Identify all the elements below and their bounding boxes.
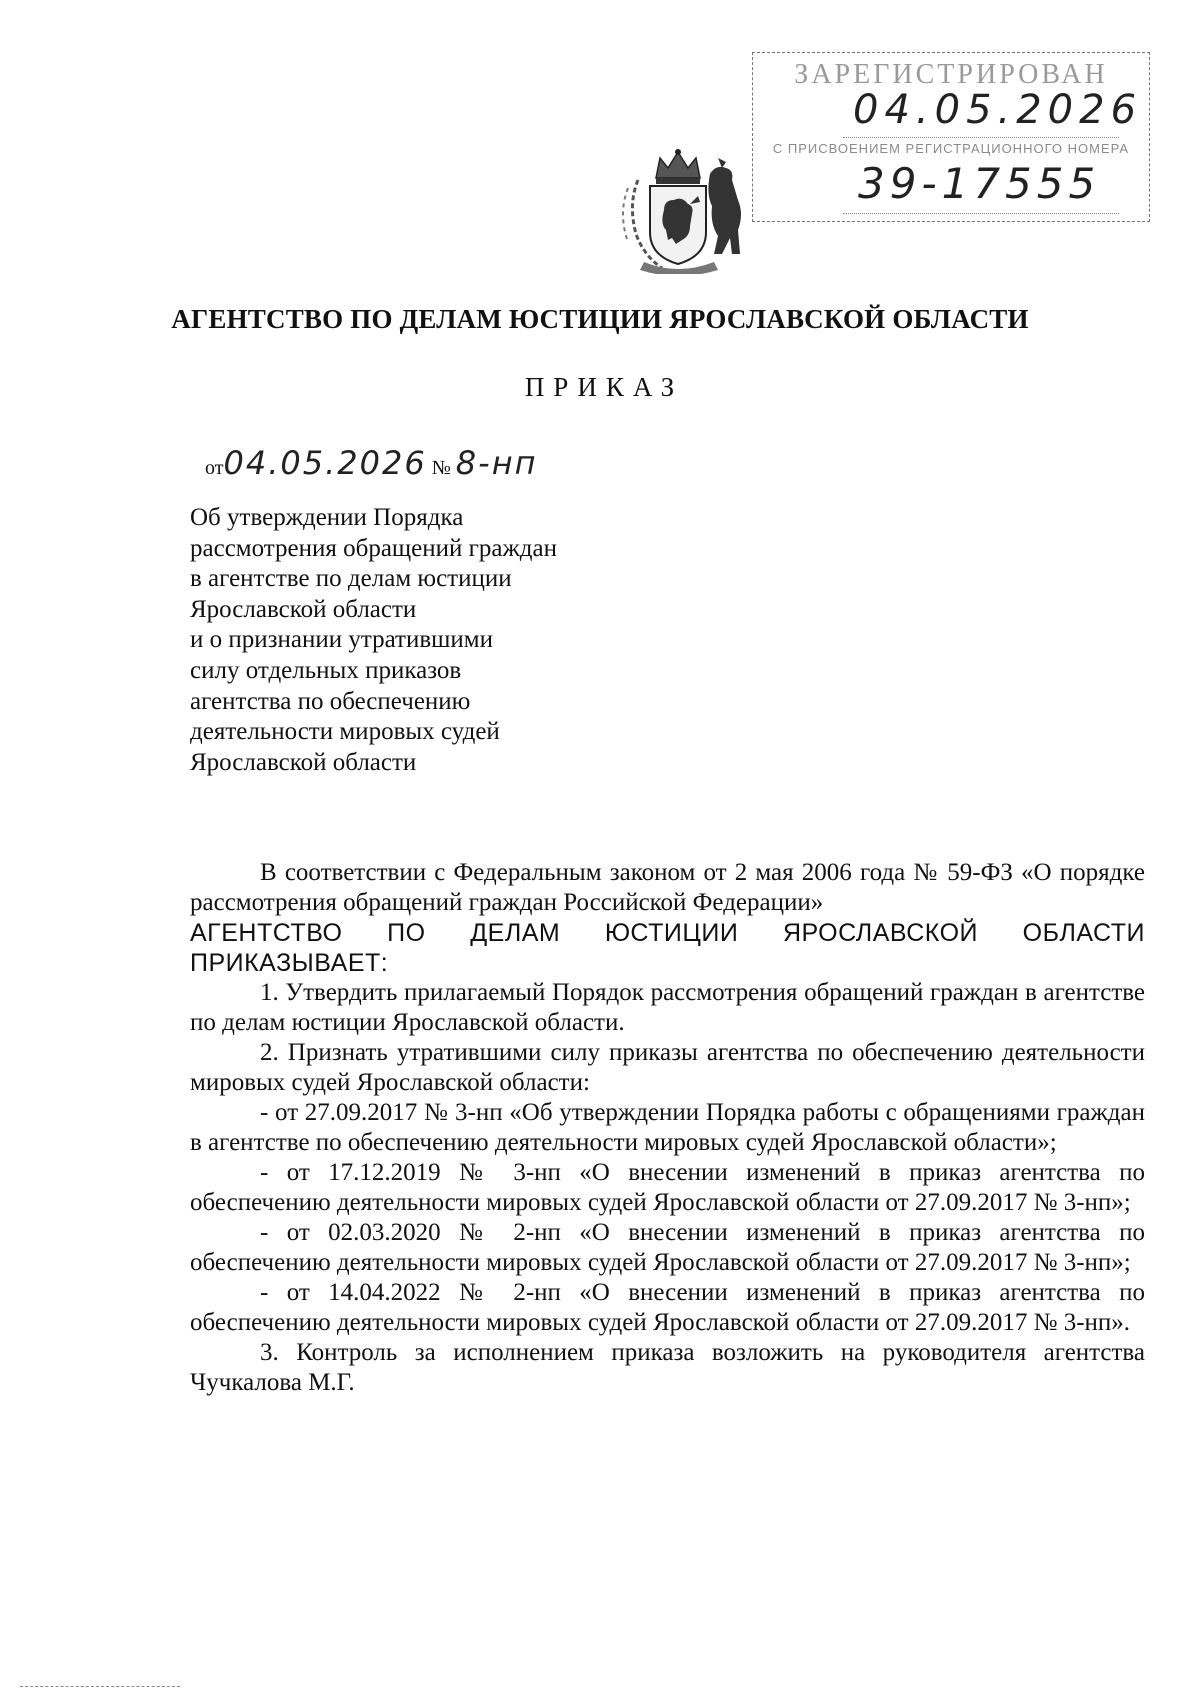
subject-line: рассмотрения обращений граждан xyxy=(190,534,557,562)
subject-line: Ярославской области xyxy=(190,748,417,776)
stamp-number: 39-17555 xyxy=(858,159,1101,208)
order-date: 04.05.2026 xyxy=(223,444,427,482)
orders-agency-line: АГЕНТСТВО ПО ДЕЛАМ ЮСТИЦИИ ЯРОСЛАВСКОЙ ОБЛАСТИ xyxy=(190,919,1145,947)
registration-stamp xyxy=(752,52,1150,222)
order-body xyxy=(190,858,1145,1398)
order-subject xyxy=(190,503,557,778)
coat-of-arms-icon xyxy=(598,144,758,274)
stamp-date: 04.05.2026 xyxy=(853,87,1143,133)
orders-verb-line: ПРИКАЗЫВАЕТ: xyxy=(190,949,389,977)
footer-divider xyxy=(20,1686,180,1687)
order-date-number xyxy=(205,444,538,482)
order-number: 8-нп xyxy=(455,444,538,482)
document-type: ПРИКАЗ xyxy=(524,372,684,402)
subject-line: агентства по обеспечению xyxy=(190,687,471,715)
revoked-order-item: - от 14.04.2022 № 2-нп «О внесении изменений в приказ агентства по обеспечению деятельности мировых судей Ярославской области от 27.09.2017 № 3-нп». xyxy=(190,1279,1145,1336)
order-number-label: № xyxy=(431,457,451,479)
revoked-order-item: - от 17.12.2019 № 3-нп «О внесении изменений в приказ агентства по обеспечению деятельности мировых судей Ярославской области от 27.09.2017 № 3-нп»; xyxy=(190,1159,1145,1216)
revoked-order-item: - от 27.09.2017 № 3-нп «Об утверждении Порядка работы с обращениями граждан в агентстве по обеспечению деятельности мировых судей Ярославской области»; xyxy=(190,1099,1145,1156)
order-item-1: 1. Утвердить прилагаемый Порядок рассмотрения обращений граждан в агентстве по делам юстиции Ярославской области. xyxy=(190,979,1145,1036)
order-item-2: 2. Признать утратившими силу приказы агентства по обеспечению деятельности мировых судей Ярославской области: xyxy=(190,1039,1145,1096)
stamp-underline xyxy=(843,213,1119,214)
revoked-order-item: - от 02.03.2020 № 2-нп «О внесении изменений в приказ агентства по обеспечению деятельности мировых судей Ярославской области от 27.09.2017 № 3-нп»; xyxy=(190,1219,1145,1276)
subject-line: деятельности мировых судей xyxy=(190,718,500,746)
agency-title: АГЕНТСТВО ПО ДЕЛАМ ЮСТИЦИИ ЯРОСЛАВСКОЙ ОБЛАСТИ xyxy=(171,304,1029,334)
stamp-header: ЗАРЕГИСТРИРОВАН xyxy=(794,59,1108,90)
subject-line: Об утверждении Порядка xyxy=(190,504,464,531)
subject-line: силу отдельных приказов xyxy=(190,656,462,684)
subject-line: в агентстве по делам юстиции xyxy=(190,565,512,593)
preamble-paragraph: В соответствии с Федеральным законом от 2 мая 2006 года № 59-ФЗ «О порядке рассмотрения обращений граждан Российской Федерации» xyxy=(190,859,1145,916)
subject-line: и о признании утратившими xyxy=(190,626,493,654)
subject-line: Ярославской области xyxy=(190,595,417,623)
stamp-underline xyxy=(843,137,1119,138)
order-from-label: от xyxy=(205,457,224,479)
stamp-caption: С ПРИСВОЕНИЕМ РЕГИСТРАЦИОННОГО НОМЕРА xyxy=(772,141,1130,156)
order-item-3: 3. Контроль за исполнением приказа возложить на руководителя агентства Чучкалова М.Г. xyxy=(190,1339,1145,1396)
